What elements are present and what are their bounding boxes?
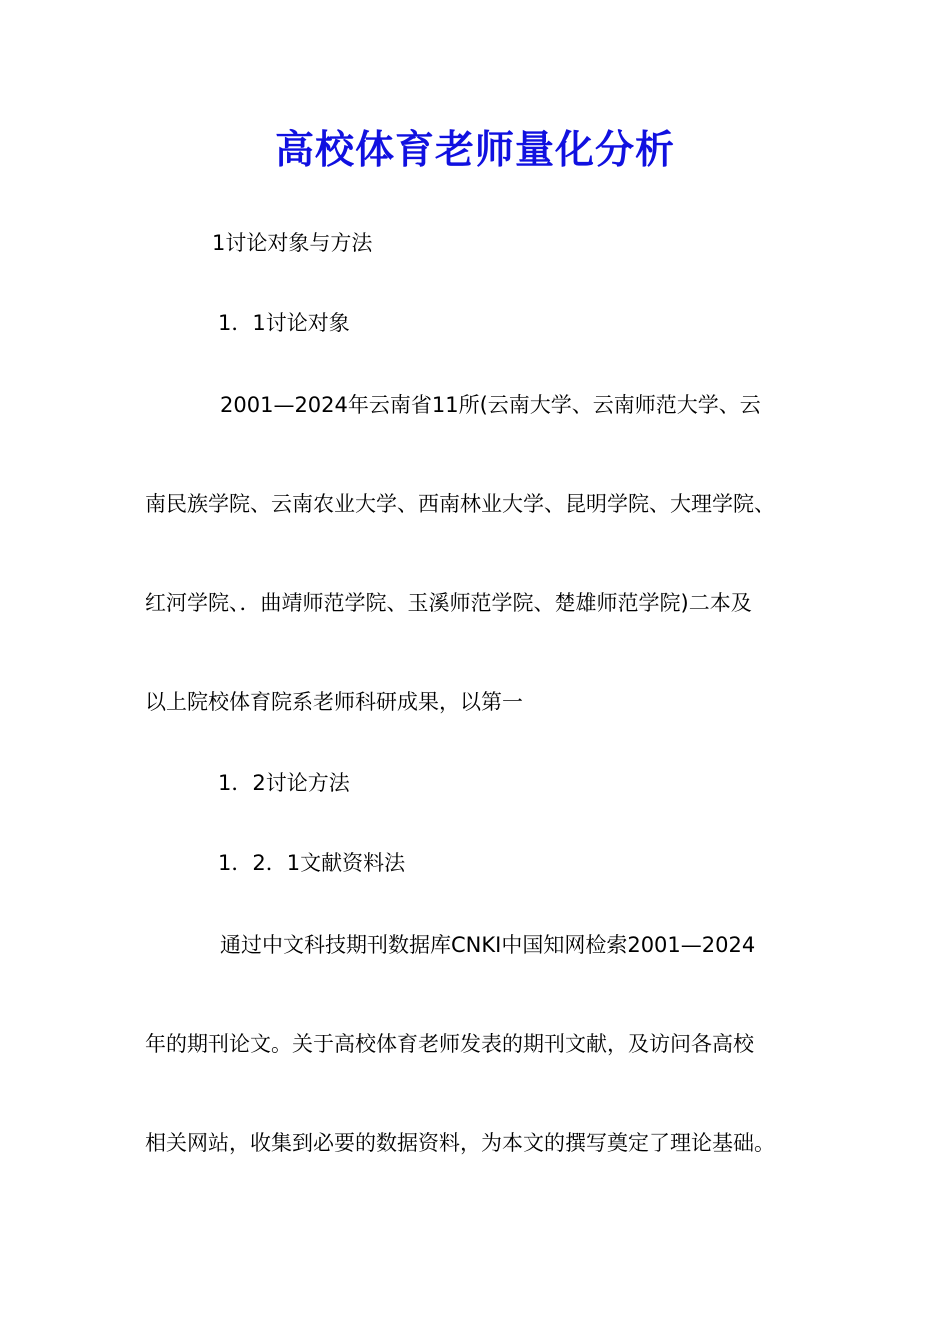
section-heading-1: 1讨论对象与方法 [212,231,373,255]
paragraph-line: 年的期刊论文。关于高校体育老师发表的期刊文献，及访问各高校 [145,1032,754,1056]
paragraph-line: 通过中文科技期刊数据库CNKI中国知网检索2001—2024 [220,933,756,957]
paragraph-line: 以上院校体育院系老师科研成果，以第一 [145,690,523,714]
subsection-heading-1-1: 1．1讨论对象 [218,311,350,335]
paragraph-line: 南民族学院、云南农业大学、西南林业大学、昆明学院、大理学院、 [145,492,775,516]
subsection-heading-1-2-1: 1．2．1文献资料法 [218,851,406,875]
paragraph-line: 2001—2024年云南省11所(云南大学、云南师范大学、云 [220,393,761,417]
paragraph-line: 相关网站，收集到必要的数据资料，为本文的撰写奠定了理论基础。 [145,1131,775,1155]
subsection-heading-1-2: 1．2讨论方法 [218,771,350,795]
paragraph-line: 红河学院、．曲靖师范学院、玉溪师范学院、楚雄师范学院)二本及 [145,591,752,615]
document-title: 高校体育老师量化分析 [274,127,675,173]
